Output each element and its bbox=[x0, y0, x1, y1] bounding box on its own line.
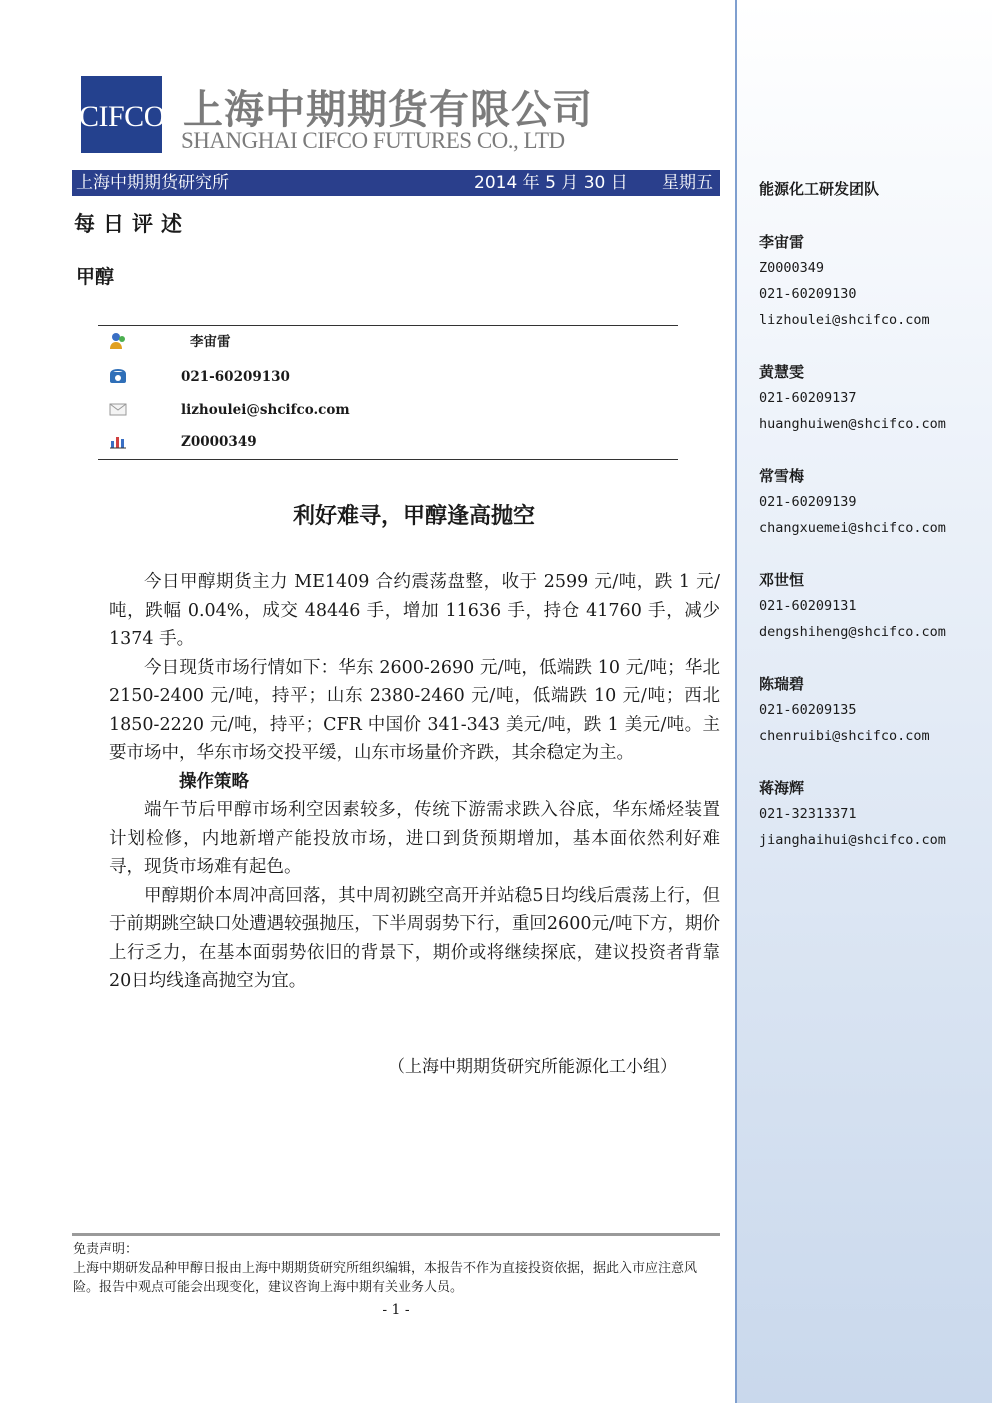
team-member bbox=[759, 359, 946, 437]
member-phone: 021-60209139 bbox=[759, 494, 857, 510]
institute-name: 上海中期期货研究所 bbox=[76, 173, 229, 193]
member-phone: 021-60209131 bbox=[759, 598, 857, 614]
member-license: Z0000349 bbox=[759, 260, 825, 276]
footer-divider bbox=[72, 1233, 720, 1236]
header-bar bbox=[72, 170, 720, 196]
contact-license: Z0000349 bbox=[181, 434, 257, 450]
team-member bbox=[759, 671, 930, 749]
member-email[interactable]: lizhoulei@shcifco.com bbox=[759, 312, 930, 328]
member-email[interactable]: chenruibi@shcifco.com bbox=[759, 728, 930, 744]
paragraph-fundamentals: 端午节后甲醇市场利空因素较多，传统下游需求跌入谷底，华东烯烃装置计划检修，内地新增产能投放市场，进口到货预期增加，基本面依然利好难寻，现货市场难有起色。 bbox=[109, 800, 720, 877]
product-title: 甲醇 bbox=[76, 266, 115, 288]
chart-icon bbox=[109, 432, 127, 450]
member-email[interactable]: dengshiheng@shcifco.com bbox=[759, 624, 946, 640]
team-member bbox=[759, 229, 930, 333]
team-member bbox=[759, 567, 946, 645]
member-name: 蒋海辉 bbox=[759, 779, 805, 797]
team-sidebar bbox=[735, 0, 992, 1403]
member-phone: 021-32313371 bbox=[759, 806, 857, 822]
article-body bbox=[109, 568, 720, 996]
contact-email[interactable]: lizhoulei@shcifco.com bbox=[181, 402, 350, 418]
contact-phone: 021-60209130 bbox=[181, 369, 290, 385]
company-name-cn: 上海中期期货有限公司 bbox=[183, 87, 593, 133]
member-phone: 021-60209137 bbox=[759, 390, 857, 406]
member-email[interactable]: changxuemei@shcifco.com bbox=[759, 520, 946, 536]
paragraph-outlook: 甲醇期价本周冲高回落，其中周初跳空高开并站稳5日均线后震荡上行，但于前期跳空缺口处遭遇较强抛压，下半周弱势下行，重回2600元/吨下方，期价上行乏力，在基本面弱势依旧的背景下，期价或将继续探底，建议投资者背靠20日均线逢高抛空为宜。 bbox=[109, 885, 720, 991]
member-phone: 021-60209130 bbox=[759, 286, 857, 302]
member-name: 邓世恒 bbox=[759, 571, 805, 589]
member-name: 李宙雷 bbox=[759, 233, 805, 251]
analyst-contact bbox=[98, 325, 678, 460]
paragraph-futures: 今日甲醇期货主力 ME1409 合约震荡盘整，收于 2599 元/吨，跌 1 元/吨，跌幅 0.04%，成交 48446 手，增加 11636 手，持仓 41760 手，减少 1374 手。 bbox=[109, 572, 720, 649]
phone-icon bbox=[109, 367, 127, 385]
strategy-heading: 操作策略 bbox=[179, 771, 249, 792]
article-signature: （上海中期期货研究所能源化工小组） bbox=[388, 1057, 677, 1077]
disclaimer-title: 免责声明： bbox=[73, 1242, 139, 1257]
article-headline: 利好难寻，甲醇逢高抛空 bbox=[292, 503, 535, 529]
report-date: 2014 年 5 月 30 日 bbox=[474, 173, 628, 193]
member-email[interactable]: jianghaihui@shcifco.com bbox=[759, 832, 946, 848]
person-icon bbox=[109, 332, 127, 350]
member-email[interactable]: huanghuiwen@shcifco.com bbox=[759, 416, 946, 432]
disclaimer-text: 上海中期研发品种甲醇日报由上海中期期货研究所组织编辑，本报告不作为直接投资依据，据此入市应注意风险。报告中观点可能会出现变化，建议咨询上海中期有关业务人员。 bbox=[73, 1261, 698, 1295]
member-name: 常雪梅 bbox=[759, 467, 805, 485]
member-name: 陈瑞碧 bbox=[759, 675, 805, 693]
mail-icon bbox=[109, 400, 127, 418]
logo-text: CIFCO bbox=[79, 100, 165, 133]
section-title: 每日评述 bbox=[74, 211, 190, 236]
member-name: 黄慧雯 bbox=[759, 363, 805, 381]
member-phone: 021-60209135 bbox=[759, 702, 857, 718]
sidebar-title: 能源化工研发团队 bbox=[759, 180, 880, 198]
page-number: - 1 - bbox=[382, 1302, 410, 1318]
team-member bbox=[759, 775, 946, 853]
disclaimer bbox=[73, 1240, 721, 1297]
paragraph-spot: 今日现货市场行情如下：华东 2600-2690 元/吨，低端跌 10 元/吨；华北 2150-2400 元/吨，持平；山东 2380-2460 元/吨，低端跌 10 元/吨；西北 1850-2220 元/吨，持平；CFR 中国价 341-343 美元/吨，跌 1 美元/吨。主要市场中，华东市场交投平缓，山东市场量价齐跌，其余稳定为主。 bbox=[109, 657, 720, 763]
company-name-en: SHANGHAI CIFCO FUTURES CO., LTD bbox=[181, 128, 565, 153]
report-weekday: 星期五 bbox=[662, 173, 713, 193]
contact-name: 李宙雷 bbox=[190, 334, 231, 350]
